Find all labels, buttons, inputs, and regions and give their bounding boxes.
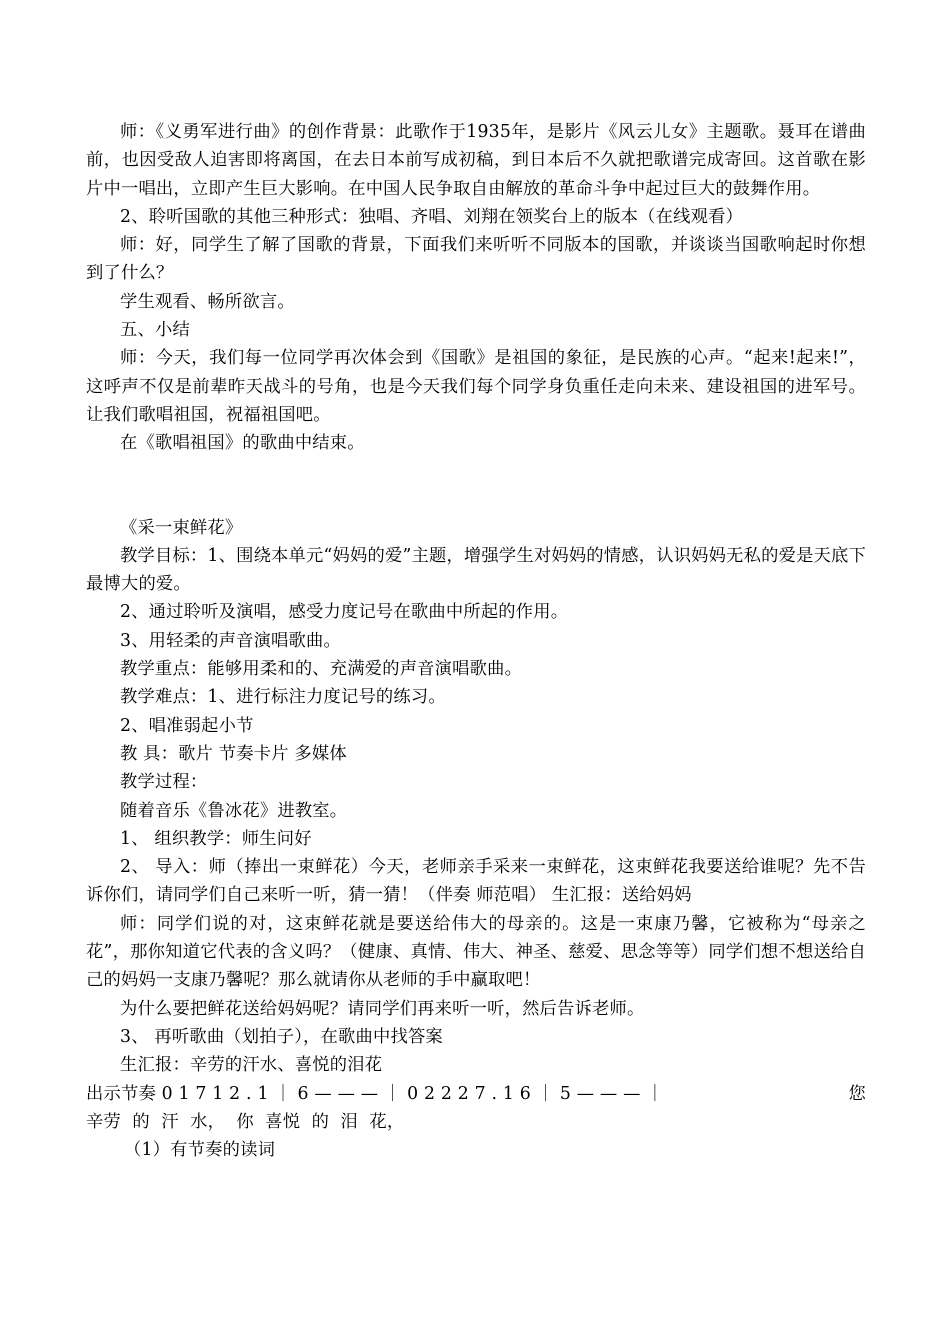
paragraph-ending: 在《歌唱祖国》的歌曲中结束。 [120,433,365,454]
rhythm-score: 出示节奏 0 1 7 1 2 . 1 ｜ 6 — — — ｜ 0 2 2 2 7 . 1 6 ｜ 5 — — — ｜ [86,1083,664,1104]
lesson-title: 《采一束鲜花》 [120,517,243,538]
paragraph-anthem-versions: 2、聆听国歌的其他三种形式：独唱、齐唱、刘翔在领奖台上的版本（在线观看） [120,206,744,227]
rhythm-score-end: 您 [848,1083,866,1104]
paragraph-students-watch: 学生观看、畅所欲言。 [120,291,295,312]
paragraph-teacher-question: 师：好，同学生了解了国歌的背景，下面我们来听听不同版本的国歌，并谈谈当国歌响起时你想到了什么？ [86,235,866,284]
paragraph-organize: 1、 组织教学：师生问好 [120,828,312,849]
paragraph-carnation: 师：同学们说的对，这束鲜花就是要送给伟大的母亲的。这是一束康乃馨，它被称为“母亲之花”，那你知道它代表的含义吗？（健康、真情、伟大、神圣、慈爱、思念等等）同学们想不想送给自己的妈妈一支康乃馨呢？那么就请你从老师的手中赢取吧！ [86,913,866,991]
document-body [86,118,866,1164]
paragraph-teaching-aids: 教 具：歌片 节奏卡片 多媒体 [120,743,347,764]
paragraph-introduction: 2、 导入：师（捧出一束鲜花）今天，老师亲手采来一束鲜花，这束鲜花我要送给谁呢？先不告诉你们，请同学们自己来听一听，猜一猜！（伴奏 师范唱） 生汇报：送给妈妈 [86,857,866,906]
paragraph-song-background: 师：《义勇军进行曲》的创作背景：此歌作于1935年，是影片《风云儿女》主题歌。聂耳在谱曲前，也因受敌人迫害即将离国，在去日本前写成初稿，到日本后不久就把歌谱完成寄回。这首歌在影片中一唱出，立即产生巨大影响。在中国人民争取自由解放的革命斗争中起过巨大的鼓舞作用。 [86,122,866,199]
paragraph-summary-text: 师：今天，我们每一位同学再次体会到《国歌》是祖国的象征，是民族的心声。“起来!起来!”，这呼声不仅是前辈昨天战斗的号角，也是今天我们每个同学身负重任走向未来、建设祖国的进军号。让我们歌唱祖国，祝福祖国吧。 [86,348,866,425]
rhythm-score-line [86,1080,866,1108]
paragraph-rhythmic-reading: （1）有节奏的读词 [124,1140,276,1161]
paragraph-process-heading: 教学过程： [120,772,208,793]
paragraph-difficulty-2: 2、唱准弱起小节 [120,715,254,736]
paragraph-difficulty-1: 教学难点：1、进行标注力度记号的练习。 [120,687,446,708]
paragraph-teaching-goal-1: 教学目标：1、围绕本单元“妈妈的爱”主题，增强学生对妈妈的情感，认识妈妈无私的爱是天底下最博大的爱。 [86,545,866,595]
paragraph-enter-classroom: 随着音乐《鲁冰花》进教室。 [120,800,348,821]
paragraph-teaching-goal-2: 2、通过聆听及演唱，感受力度记号在歌曲中所起的作用。 [120,602,569,623]
paragraph-why-flowers: 为什么要把鲜花送给妈妈呢？请同学们再来听一听，然后告诉老师。 [120,998,645,1019]
heading-summary: 五、小结 [120,320,190,341]
lyrics-line: 辛劳 的 汗 水， 你 喜悦 的 泪 花， [86,1111,405,1132]
paragraph-key-point: 教学重点：能够用柔和的、充满爱的声音演唱歌曲。 [120,659,523,680]
paragraph-teaching-goal-3: 3、用轻柔的声音演唱歌曲。 [120,630,341,651]
paragraph-listen-again: 3、 再听歌曲（划拍子），在歌曲中找答案 [120,1026,443,1047]
paragraph-student-report: 生汇报：辛劳的汗水、喜悦的泪花 [120,1055,383,1076]
